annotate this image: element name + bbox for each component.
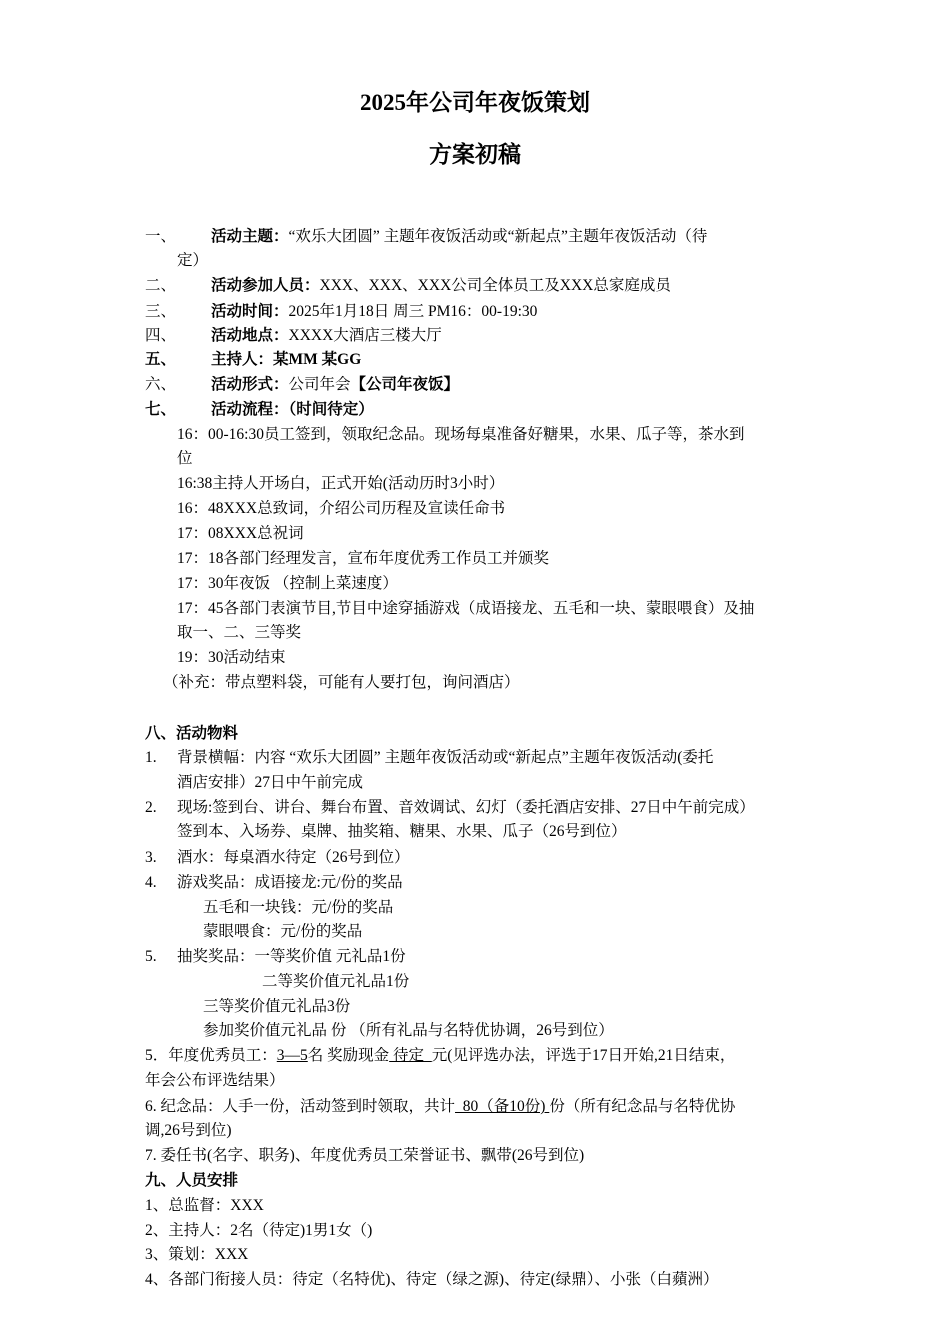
material-1-num: 1.	[145, 749, 157, 766]
section-6-text: 公司年会	[288, 376, 351, 393]
section-3-label: 活动时间：	[211, 303, 289, 320]
section-1	[211, 227, 707, 247]
section-6-num: 六、	[145, 376, 177, 393]
section-4	[211, 326, 442, 346]
material-1-line: 背景横幅：内容 “欢乐大团圆” 主题年夜饭活动或“新起点”主题年夜饭活动(委托	[177, 749, 714, 766]
game-prize-line: 五毛和一块钱：元/份的奖品	[203, 899, 394, 916]
schedule-line: 位	[177, 450, 193, 467]
material-4-line: 游戏奖品：成语接龙:元/份的奖品	[177, 874, 403, 891]
section-6-bold-text: 【公司年夜饭】	[350, 376, 460, 393]
document-subtitle: 方案初稿	[429, 142, 521, 167]
schedule-line: 取一、二、三等奖	[177, 624, 302, 641]
document-title: 2025年公司年夜饭策划	[360, 90, 590, 115]
material-5-line: 抽奖奖品：一等奖价值 元礼品1份	[177, 948, 406, 965]
section-4-text: XXXX大酒店三楼大厅	[288, 327, 442, 344]
material-7: 7. 委任书(名字、职务)、年度优秀员工荣誉证书、飘带(26号到位)	[145, 1147, 585, 1164]
section-2	[211, 276, 671, 296]
material-6	[145, 1097, 735, 1117]
section-1-text: “欢乐大团圆” 主题年夜饭活动或“新起点”主题年夜饭活动（待	[288, 228, 708, 245]
schedule-line: 16：48XXX总致词，介绍公司历程及宣读任命书	[177, 500, 506, 517]
schedule-line: 16:38主持人开场白，正式开始(活动历时3小时）	[177, 475, 505, 492]
supplement-note: （补充：带点塑料袋，可能有人要打包，询问酒店）	[163, 674, 520, 691]
section-2-text: XXX、XXX、XXX公司全体员工及XXX总家庭成员	[319, 277, 671, 294]
material-6-a: 6. 纪念品：人手一份，活动签到时领取，共计	[145, 1098, 456, 1115]
section-2-num: 二、	[145, 277, 177, 294]
staff-item: 1、总监督：XXX	[145, 1197, 264, 1214]
section-6	[211, 375, 459, 395]
material-5b-b: 名 奖励现金	[307, 1047, 390, 1064]
material-5b-u1: 3—5	[276, 1047, 308, 1064]
lottery-prize-line: 二等奖价值元礼品1份	[262, 973, 410, 990]
section-3-text: 2025年1月18日 周三 PM16：00-19:30	[288, 303, 538, 320]
section-7-num: 七、	[145, 401, 177, 418]
material-3-num: 3.	[145, 849, 157, 866]
staff-item: 2、主持人：2名（待定)1男1女（)	[145, 1222, 373, 1239]
staff-item: 3、策划：XXX	[145, 1246, 249, 1263]
material-3-line: 酒水：每桌酒水待定（26号到位）	[177, 849, 410, 866]
lottery-prize-line: 三等奖价值元礼品3份	[203, 998, 351, 1015]
staff-heading: 九、人员安排	[145, 1172, 239, 1189]
section-4-label: 活动地点：	[211, 327, 289, 344]
section-6-label: 活动形式：	[211, 376, 289, 393]
material-5b-u2: 待定	[389, 1047, 432, 1064]
section-1-label: 活动主题：	[211, 228, 289, 245]
section-1-cont: 定）	[177, 252, 209, 269]
section-2-label: 活动参加人员：	[211, 277, 320, 294]
material-5b-cont: 年会公布评选结果）	[145, 1072, 285, 1089]
materials-heading: 八、活动物料	[145, 725, 239, 742]
material-5b-a: 5．年度优秀员工：	[145, 1047, 277, 1064]
section-4-num: 四、	[145, 327, 177, 344]
section-5-label: 主持人：某MM 某GG	[211, 351, 362, 368]
material-2-line: 现场:签到台、讲台、舞台布置、音效调试、幻灯（委托酒店安排、27日中午前完成）	[177, 799, 755, 816]
material-6-b: 份（所有纪念品与名特优协	[549, 1098, 736, 1115]
schedule-line: 17：08XXX总祝词	[177, 525, 304, 542]
material-5b-c: 元(见评选办法，评选于17日开始,21日结束，	[431, 1047, 736, 1064]
material-2-num: 2.	[145, 799, 157, 816]
schedule-line: 17：30年夜饭 （控制上菜速度）	[177, 575, 398, 592]
lottery-prize-line: 参加奖价值元礼品 份 （所有礼品与名特优协调，26号到位）	[203, 1022, 614, 1039]
material-5b	[145, 1046, 735, 1066]
schedule-line: 19：30活动结束	[177, 649, 286, 666]
game-prize-line: 蒙眼喂食：元/份的奖品	[203, 923, 363, 940]
material-2-line: 签到本、入场券、桌牌、抽奖箱、糖果、水果、瓜子（26号到位）	[177, 823, 627, 840]
section-3	[211, 302, 537, 322]
section-3-num: 三、	[145, 303, 177, 320]
schedule-line: 17：18各部门经理发言，宣布年度优秀工作员工并颁奖	[177, 550, 550, 567]
staff-item: 4、各部门衔接人员：待定（名特优)、待定（绿之源)、待定(绿鼎）、小张（白蘋洲）	[145, 1271, 719, 1288]
material-1-line: 酒店安排）27日中午前完成	[177, 774, 364, 791]
material-5-num: 5.	[145, 948, 157, 965]
section-7-label: 活动流程：（时间待定）	[211, 401, 374, 418]
section-5-num: 五、	[145, 351, 177, 368]
section-1-num: 一、	[145, 228, 177, 245]
material-6-cont: 调,26号到位)	[145, 1122, 232, 1139]
material-4-num: 4.	[145, 874, 157, 891]
schedule-line: 17：45各部门表演节目,节目中途穿插游戏（成语接龙、五毛和一块、蒙眼喂食）及抽	[177, 600, 755, 617]
schedule-line: 16：00-16:30员工签到，领取纪念品。现场每桌准备好糖果，水果、瓜子等，茶水到	[177, 426, 745, 443]
material-6-u: 80（备10份)	[455, 1098, 550, 1115]
